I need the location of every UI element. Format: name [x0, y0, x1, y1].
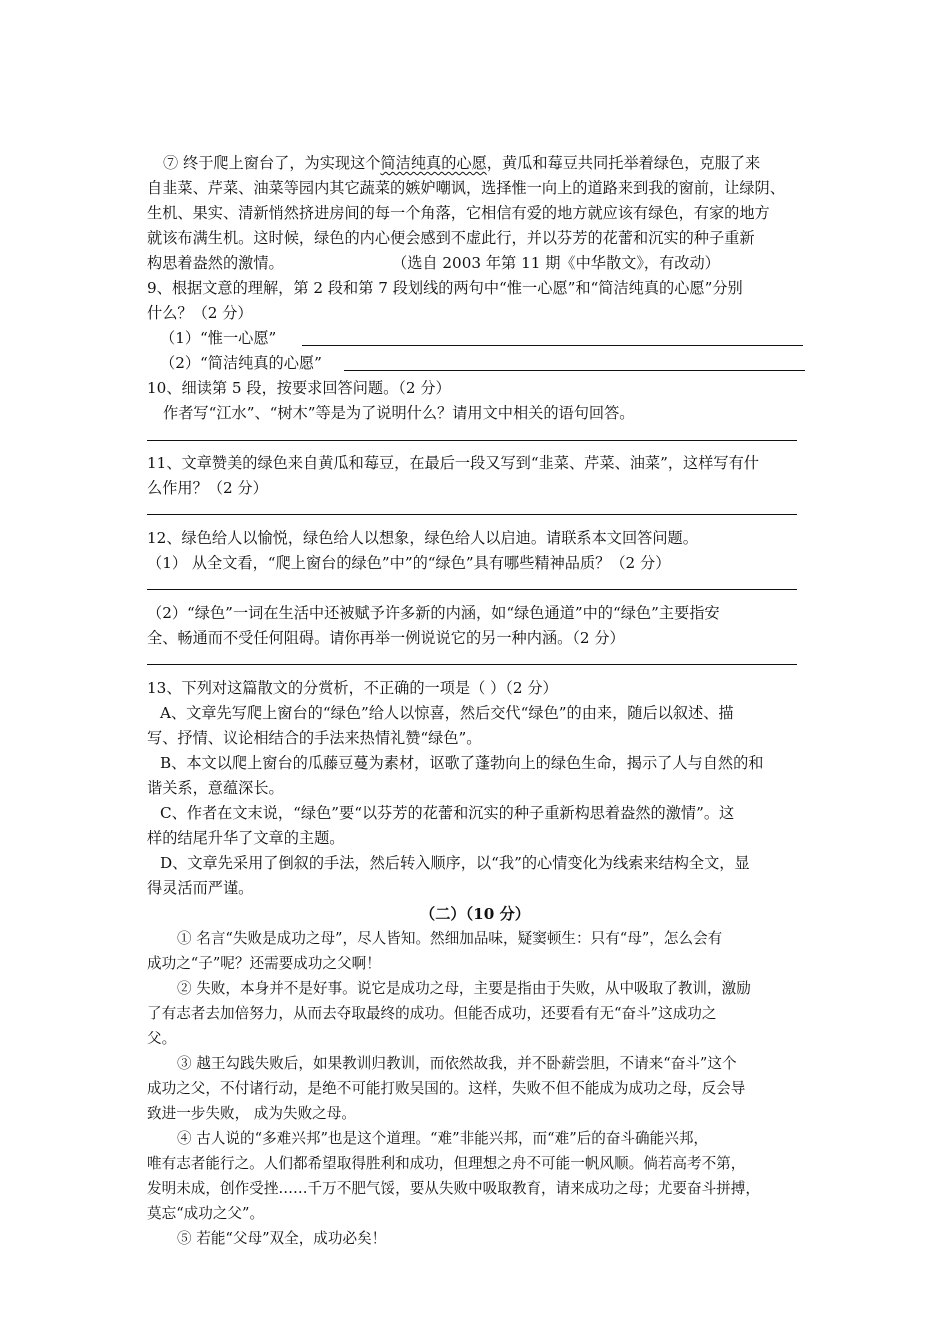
q10-answer-line[interactable] [147, 440, 797, 441]
para7-line-4: 就该布满生机。这时候，绿色的内心便会感到不虚此行，并以芬芳的花蕾和沉实的种子重新 [147, 229, 755, 247]
para7-line-3: 生机、果实、清新悄然挤进房间的每一个角落，它相信有爱的地方就应该有绿色，有家的地方 [147, 204, 770, 222]
q9-line-2: 什么？（2 分） [147, 304, 253, 322]
q13-option-a-2: 写、抒情、议论相结合的手法来热情礼赞“绿色”。 [147, 729, 482, 747]
s2-para3-line-1: ③ 越王勾践失败后，如果教训归教训，而依然故我，并不卧薪尝胆，不请来“奋斗”这个 [177, 1055, 737, 1072]
q11-answer-line[interactable] [147, 514, 797, 515]
q10-line-2: 作者写“江水”、“树木”等是为了说明什么？请用文中相关的语句回答。 [163, 404, 635, 422]
q12-sub-2b: 全、畅通而不受任何阻碍。请你再举一例说说它的另一种内涵。（2 分） [147, 629, 625, 647]
s2-para5-line-1: ⑤ 若能“父母”双全，成功必矣！ [177, 1230, 387, 1247]
q12-answer-line-1[interactable] [147, 589, 797, 590]
q9-answer-label-2: （2）“简洁纯真的心愿” [160, 354, 322, 372]
q12-sub-2a: （2）“绿色”一词在生活中还被赋予许多新的内涵，如“绿色通道”中的“绿色”主要指安 [147, 604, 720, 622]
s2-para4-line-2: 唯有志者能行之。人们都希望取得胜利和成功，但理想之舟不可能一帆风顺。倘若高考不第， [147, 1155, 746, 1172]
s2-para2-line-1: ② 失败，本身并不是好事。说它是成功之母，主要是指由于失败，从中吸取了教训，激励 [177, 980, 751, 997]
source-citation: （选自 2003 年第 11 期《中华散文》，有改动） [392, 254, 720, 272]
para7-text: ⑦ 终于爬上窗台了，为实现这个 [163, 154, 381, 172]
s2-para3-line-2: 成功之父，不付诸行动，是绝不可能打败吴国的。这样，失败不但不能成为成功之母，反会导 [147, 1080, 746, 1097]
para7-line-2: 自韭菜、芹菜、油菜等园内其它蔬菜的嫉妒嘲讽，选择惟一向上的道路来到我的窗前，让绿阴、 [147, 179, 785, 197]
underlined-phrase: 简洁纯真的心愿 [380, 154, 487, 172]
s2-para1-line-1: ① 名言“失败是成功之母”，尽人皆知。然细加品味，疑窦顿生：只有“母”，怎么会有 [177, 930, 723, 947]
q12-sub-1: （1） 从全文看，“爬上窗台的绿色”中”的“绿色”具有哪些精神品质？（2 分） [147, 554, 671, 572]
para7-line-1 [163, 153, 760, 173]
q12-answer-line-2[interactable] [147, 664, 797, 665]
s2-para3-line-3: 致进一步失败， 成为失败之母。 [147, 1105, 356, 1122]
q9-answer-label-1: （1）“惟一心愿” [160, 329, 277, 347]
s2-para1-line-2: 成功之“子”呢？还需要成功之父啊！ [147, 955, 381, 972]
s2-para2-line-3: 父。 [147, 1030, 177, 1047]
q13-option-c-2: 样的结尾升华了文章的主题。 [147, 829, 345, 847]
q11-line-1: 11、文章赞美的绿色来自黄瓜和莓豆，在最后一段又写到“韭菜、芹菜、油菜”，这样写有什 [147, 454, 759, 472]
q11-line-2: 么作用？（2 分） [147, 479, 268, 497]
q9-answer-line-1[interactable] [302, 345, 803, 346]
s2-para2-line-2: 了有志者去加倍努力，从而去夺取最终的成功。但能否成功，还要看有无“奋斗”这成功之 [147, 1005, 717, 1022]
q12-line-1: 12、绿色给人以愉悦，绿色给人以想象，绿色给人以启迪。请联系本文回答问题。 [147, 529, 698, 547]
q13-option-d-2: 得灵活而严谨。 [147, 879, 254, 897]
q13-line-1: 13、下列对这篇散文的分赏析，不正确的一项是（ ）（2 分） [147, 679, 558, 697]
s2-para4-line-3: 发明未成，创作受挫……千万不肥气馁，要从失败中吸取教育，请来成功之母；尤要奋斗拼搏， [147, 1180, 760, 1197]
q13-option-b-1: B、本文以爬上窗台的瓜藤豆蔓为素材，讴歌了蓬勃向上的绿色生命，揭示了人与自然的和 [160, 754, 764, 772]
q9-answer-line-2[interactable] [344, 370, 805, 371]
q13-option-d-1: D、文章先采用了倒叙的手法，然后转入顺序，以“我”的心情变化为线索来结构全文，显 [160, 854, 750, 872]
q13-option-a-1: A、文章先写爬上窗台的“绿色”给人以惊喜，然后交代“绿色”的由来，随后以叙述、描 [160, 704, 734, 722]
q9-line-1: 9、根据文意的理解，第 2 段和第 7 段划线的两句中“惟一心愿”和“简洁纯真的心愿”分别 [147, 279, 743, 297]
para7-text: ，黄瓜和莓豆共同托举着绿色，克服了来 [486, 154, 761, 172]
q13-option-c-1: C、作者在文末说，“绿色”要“以芬芳的花蕾和沉实的种子重新构思着盎然的激情”。这 [160, 804, 735, 822]
q13-option-b-2: 谐关系，意蕴深长。 [147, 779, 284, 797]
section-title: （二）（10 分） [420, 905, 530, 923]
s2-para4-line-1: ④ 古人说的“多难兴邦”也是这个道理。“难”非能兴邦，而“难”后的奋斗确能兴邦， [177, 1130, 709, 1147]
q10-line-1: 10、细读第 5 段，按要求回答问题。（2 分） [147, 379, 451, 397]
s2-para4-line-4: 莫忘“成功之父”。 [147, 1205, 265, 1222]
para7-line-5: 构思着盎然的激情。 [147, 254, 284, 272]
